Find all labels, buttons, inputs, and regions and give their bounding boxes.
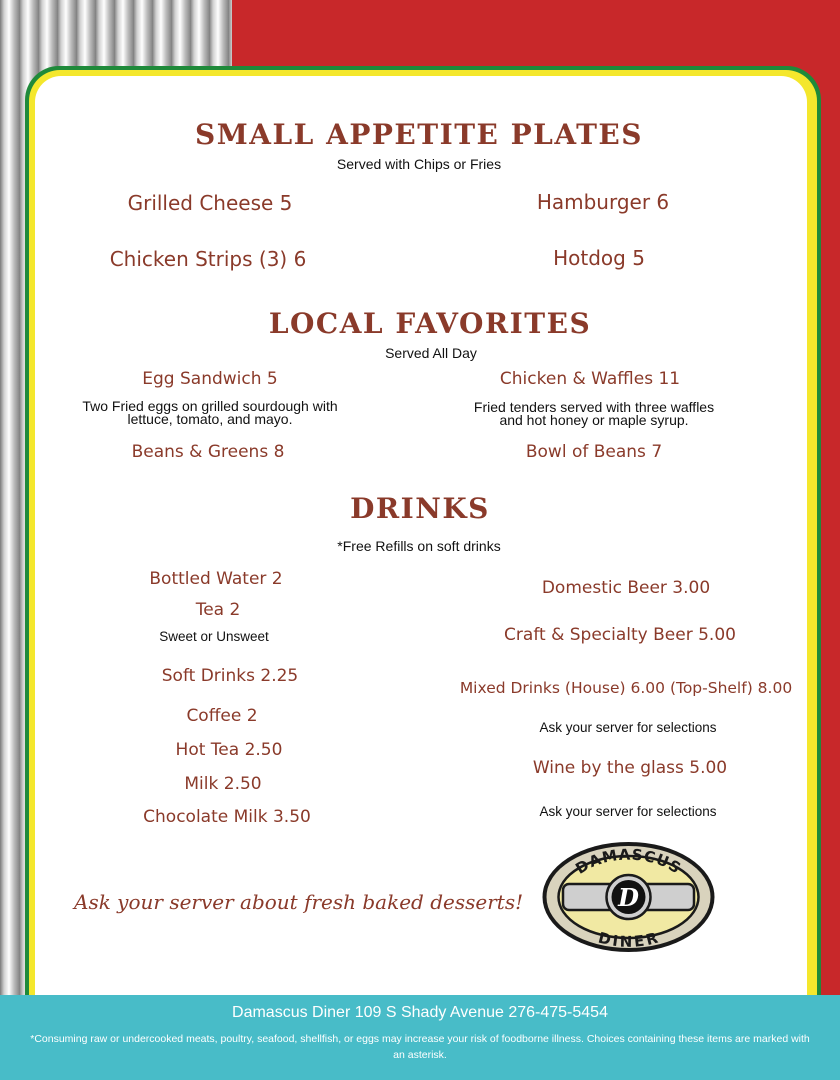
logo-bottom-text: DINER <box>596 928 661 951</box>
local-favorites-heading: LOCAL FAVORITES <box>268 307 592 340</box>
chicken-waffles-desc-line2: and hot honey or maple syrup. <box>499 412 689 428</box>
wine-note: Ask your server for selections <box>539 804 717 819</box>
egg-sandwich-desc-line1: Two Fried eggs on grilled sourdough with <box>82 398 338 414</box>
chicken-waffles-description <box>474 401 714 427</box>
chicken-waffles-desc-line1: Fried tenders served with three waffles <box>473 399 715 415</box>
drink-hot-tea: Hot Tea 2.50 <box>175 740 283 760</box>
drink-soft-drinks: Soft Drinks 2.25 <box>161 666 299 686</box>
local-favorites-subtitle: Served All Day <box>385 345 477 361</box>
footer-disclaimer: *Consuming raw or undercooked meats, poultry, seafood, shellfish, or eggs may increase your risk of foodborne illness. Choices containing these items are marked with an asterisk. <box>30 1033 810 1061</box>
footer-bar <box>0 995 840 1080</box>
menu-item-bowl-of-beans: Bowl of Beans 7 <box>525 442 663 462</box>
menu-item-hamburger: Hamburger 6 <box>536 190 670 214</box>
drink-tea: Tea 2 <box>195 600 241 620</box>
mixed-drinks-note: Ask your server for selections <box>539 720 717 735</box>
drink-domestic-beer: Domestic Beer 3.00 <box>541 578 711 598</box>
damascus-diner-logo <box>541 840 716 954</box>
drink-chocolate-milk: Chocolate Milk 3.50 <box>143 807 311 827</box>
drink-coffee: Coffee 2 <box>186 706 258 726</box>
drinks-subtitle: *Free Refills on soft drinks <box>337 538 501 554</box>
small-plates-subtitle: Served with Chips or Fries <box>336 156 502 172</box>
drink-bottled-water: Bottled Water 2 <box>149 569 283 589</box>
small-plates-heading: SMALL APPETITE PLATES <box>195 118 643 151</box>
menu-item-egg-sandwich: Egg Sandwich 5 <box>142 369 278 389</box>
tea-note: Sweet or Unsweet <box>159 629 269 644</box>
logo-top-text: DAMASCUS <box>572 845 685 878</box>
menu-item-hotdog: Hotdog 5 <box>553 246 645 270</box>
menu-item-beans-greens: Beans & Greens 8 <box>131 442 285 462</box>
drink-craft-beer: Craft & Specialty Beer 5.00 <box>504 625 736 645</box>
menu-item-chicken-waffles: Chicken & Waffles 11 <box>499 369 681 389</box>
drinks-heading: DRINKS <box>350 492 490 525</box>
drink-milk: Milk 2.50 <box>184 774 262 794</box>
logo-letter: D <box>618 883 639 912</box>
footer-address: Damascus Diner 109 S Shady Avenue 276-475-5454 <box>232 1004 608 1021</box>
desserts-note: Ask your server about fresh baked desserts! <box>74 890 524 914</box>
egg-sandwich-description <box>82 400 337 426</box>
egg-sandwich-desc-line2: lettuce, tomato, and mayo. <box>127 411 293 427</box>
menu-item-chicken-strips: Chicken Strips (3) 6 <box>109 247 307 271</box>
menu-item-grilled-cheese: Grilled Cheese 5 <box>127 191 293 215</box>
drink-wine: Wine by the glass 5.00 <box>532 758 728 778</box>
drink-mixed-drinks: Mixed Drinks (House) 6.00 (Top-Shelf) 8.00 <box>459 679 793 697</box>
